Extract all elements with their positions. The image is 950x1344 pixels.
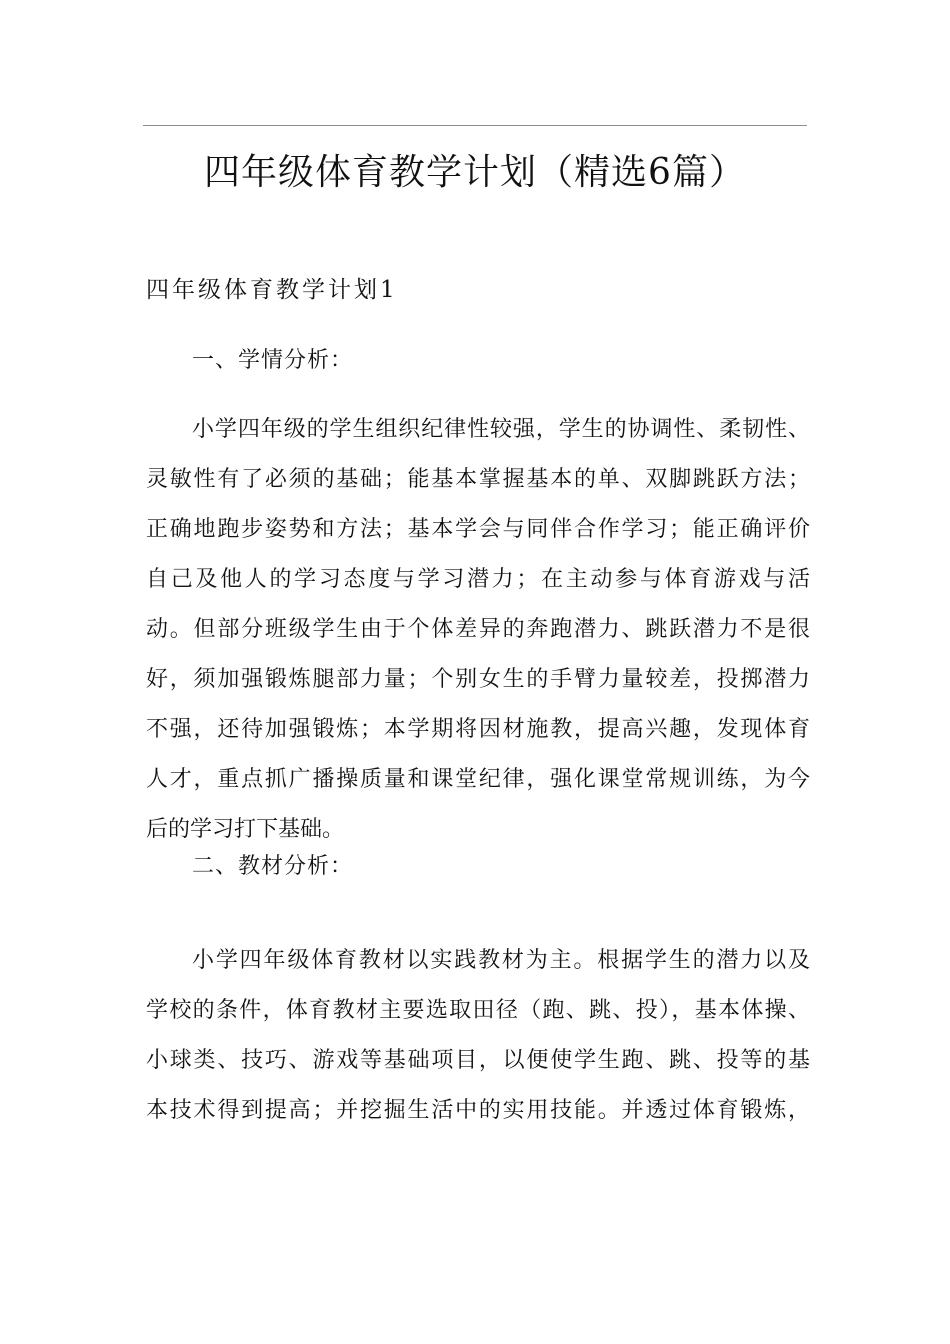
paragraph-materials-analysis [146, 936, 810, 1136]
paragraph-line: 动。但部分班级学生由于个体差异的奔跑潜力、跳跃潜力不是很 [146, 617, 810, 642]
paragraph-line: 学校的条件，体育教材主要选取田径（跑、跳、投），基本体操、 [146, 998, 810, 1023]
subsection-heading-learning-analysis: 一、学情分析： [192, 348, 354, 373]
paragraph-line: 人才，重点抓广播操质量和课堂纪律，强化课堂常规训练，为今 [146, 767, 810, 792]
header-rule [143, 125, 807, 126]
section-heading: 四年级体育教学计划1 [146, 277, 398, 303]
document-title: 四年级体育教学计划（精选6篇） [204, 152, 746, 193]
paragraph-line: 自己及他人的学习态度与学习潜力；在主动参与体育游戏与活 [146, 567, 810, 592]
paragraph-line: 小球类、技巧、游戏等基础项目，以便使学生跑、跳、投等的基 [146, 1048, 810, 1073]
paragraph-learning-analysis [146, 405, 810, 855]
paragraph-line: 正确地跑步姿势和方法；基本学会与同伴合作学习；能正确评价 [146, 517, 810, 542]
paragraph-line: 灵敏性有了必须的基础；能基本掌握基本的单、双脚跳跃方法； [146, 467, 810, 492]
paragraph-line: 好，须加强锻炼腿部力量；个别女生的手臂力量较差，投掷潜力 [146, 667, 810, 692]
paragraph-line: 不强，还待加强锻炼；本学期将因材施教，提高兴趣，发现体育 [146, 717, 810, 742]
subsection-heading-materials-analysis: 二、教材分析： [192, 854, 354, 879]
paragraph-line: 小学四年级的学生组织纪律性较强，学生的协调性、柔韧性、 [192, 417, 810, 442]
paragraph-line: 后的学习打下基础。 [146, 817, 345, 842]
paragraph-line: 本技术得到提高；并挖掘生活中的实用技能。并透过体育锻炼， [146, 1098, 810, 1123]
paragraph-line: 小学四年级体育教材以实践教材为主。根据学生的潜力以及 [192, 948, 810, 973]
